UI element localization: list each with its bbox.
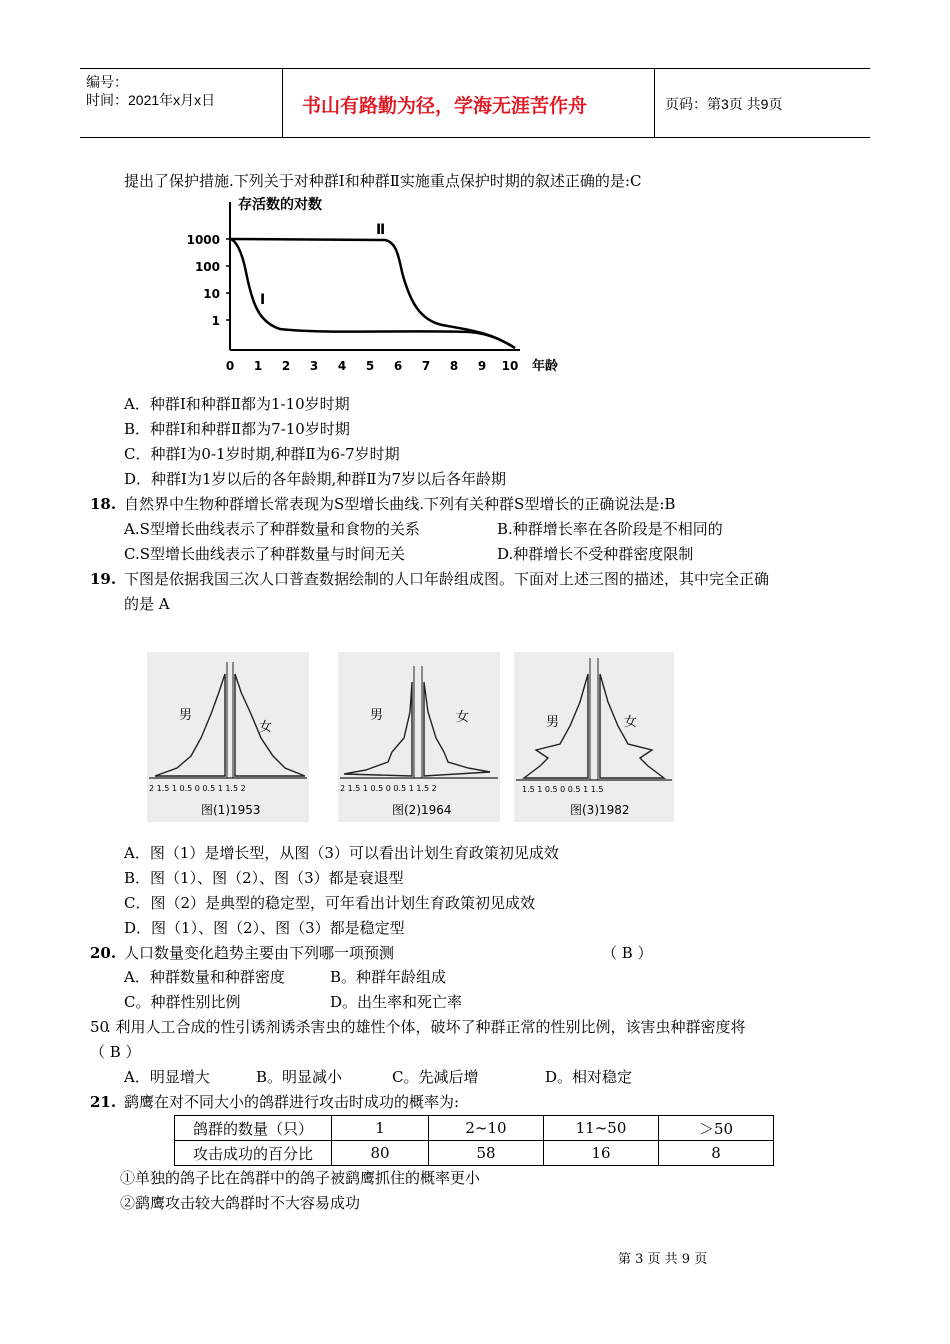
header-page-cell <box>655 69 870 137</box>
x-tick-label: 9 <box>477 359 487 373</box>
pyramid-1982-female: 女 <box>624 715 638 730</box>
q17-option-a: A．种群Ⅰ和种群Ⅱ都为1-10岁时期 <box>124 395 350 413</box>
q20-number: 20. <box>90 944 117 962</box>
pyramid-1982-caption: 图(3)1982 <box>570 803 630 817</box>
q19-option-b: B．图（1）、图（2）、图（3）都是衰退型 <box>124 869 404 887</box>
pyramid-1953-caption: 图(1)1953 <box>201 803 261 817</box>
x-tick-label: 3 <box>309 359 319 373</box>
y-tick-label: 1000 <box>186 233 220 247</box>
q20-option-d: D。出生率和死亡率 <box>330 993 463 1011</box>
pyramid-1982 <box>514 652 674 822</box>
x-axis-label: 年龄 <box>532 359 559 374</box>
table-cell: ＞50 <box>659 1116 774 1141</box>
q18-option-d: D.种群增长不受种群密度限制 <box>497 545 694 563</box>
q21-number: 21. <box>90 1093 117 1111</box>
svg-text:2 1.5 1 0.5 0 0.5 1: 2 1.5 1 0.5 0 0.5 1 1.5 2 <box>149 784 246 793</box>
q18-number: 18. <box>90 495 117 513</box>
svg-text:2 1.5 1 0.5 0 0.5 1: 2 1.5 1 0.5 0 0.5 1 1.5 2 <box>340 784 437 793</box>
table-cell: 16 <box>544 1141 659 1166</box>
chart-title: 存活数的对数 <box>238 197 322 213</box>
x-tick-label: 5 <box>365 359 375 373</box>
survival-chart <box>180 192 580 382</box>
table-cell: 11~50 <box>544 1116 659 1141</box>
pyramid-1953-female: 女 <box>259 720 273 735</box>
serial-label: 编号： <box>86 74 128 90</box>
q19-stem-line2: 的是 A <box>124 595 170 613</box>
pyramid-1953-male: 男 <box>179 708 193 723</box>
q50-option-b: B。明显减小 <box>256 1068 343 1086</box>
x-tick-label: 2 <box>281 359 291 373</box>
table-row <box>175 1141 774 1166</box>
pyramid-1982-male: 男 <box>546 715 560 730</box>
table-header-cell: 攻击成功的百分比 <box>175 1141 332 1166</box>
x-tick-label: 1 <box>253 359 263 373</box>
page-header <box>80 68 870 138</box>
q18-option-b: B.种群增长率在各阶段是不相同的 <box>497 520 723 538</box>
header-info-cell <box>80 69 283 137</box>
q20-stem: 人口数量变化趋势主要由下列哪一项预测 <box>124 944 395 962</box>
q20-option-a: A．种群数量和种群密度 <box>124 968 285 986</box>
x-tick-label: 0 <box>225 359 235 373</box>
y-tick-label: 1 <box>211 314 220 328</box>
q17-option-c: C．种群Ⅰ为0-1岁时期,种群Ⅱ为6-7岁时期 <box>124 445 400 463</box>
pigeon-attack-table <box>174 1115 774 1166</box>
table-cell: 58 <box>429 1141 544 1166</box>
q17-option-d: D．种群Ⅰ为1岁以后的各年龄期,种群Ⅱ为7岁以后各年龄期 <box>124 470 507 488</box>
q18-option-c: C.S型增长曲线表示了种群数量与时间无关 <box>124 545 405 563</box>
q19-option-d: D．图（1）、图（2）、图（3）都是稳定型 <box>124 919 405 937</box>
q18-stem: 自然界中生物种群增长常表现为S型增长曲线.下列有关种群S型增长的正确说法是:B <box>124 495 676 513</box>
q19-number: 19. <box>90 570 117 588</box>
motto: 书山有路勤为径，学海无涯苦作舟 <box>302 95 588 117</box>
x-tick-label: 7 <box>421 359 431 373</box>
x-tick-label: 6 <box>393 359 403 373</box>
q50-option-d: D。相对稳定 <box>545 1068 633 1086</box>
header-motto-cell <box>282 69 655 137</box>
page-info: 页码：第3页 共9页 <box>665 96 783 112</box>
q19-stem-line1: 下图是依据我国三次人口普查数据绘制的人口年龄组成图。下面对上述三图的描述，其中完全正确 <box>124 570 770 588</box>
pyramid-1964-male: 男 <box>370 708 384 723</box>
pyramid-1964 <box>338 652 500 822</box>
q21-stem: 鹞鹰在对不同大小的鸽群进行攻击时成功的概率为: <box>124 1093 460 1111</box>
x-tick-label: 8 <box>449 359 459 373</box>
q19-option-a: A．图（1）是增长型，从图（3）可以看出计划生育政策初见成效 <box>124 844 559 862</box>
q21-statement-2: ②鹞鹰攻击较大鸽群时不大容易成功 <box>120 1194 361 1212</box>
pyramid-1964-caption: 图(2)1964 <box>392 803 452 817</box>
curve-i <box>230 239 515 348</box>
table-cell: 2~10 <box>429 1116 544 1141</box>
q50-option-c: C。先减后增 <box>392 1068 479 1086</box>
table-cell: 80 <box>332 1141 429 1166</box>
page-footer: 第 3 页 共 9 页 <box>618 1252 708 1267</box>
intro-line: 提出了保护措施.下列关于对种群Ⅰ和种群Ⅱ实施重点保护时期的叙述正确的是:C <box>124 172 642 190</box>
q17-option-b: B．种群Ⅰ和种群Ⅱ都为7-10岁时期 <box>124 420 350 438</box>
time-label: 时间：2021年x月x日 <box>86 92 216 108</box>
curve-ii-label: Ⅱ <box>376 222 386 238</box>
pyramid-1964-female: 女 <box>456 710 470 725</box>
table-cell: 8 <box>659 1141 774 1166</box>
x-tick-label: 10 <box>501 359 519 373</box>
q20-option-b: B。种群年龄组成 <box>330 968 447 986</box>
q50-answer: （ B ） <box>90 1043 141 1061</box>
q50-number: 50 <box>90 1018 110 1036</box>
q19-option-c: C．图（2）是典型的稳定型，可年看出计划生育政策初见成效 <box>124 894 536 912</box>
curve-i-label: Ⅰ <box>260 292 266 308</box>
table-row <box>175 1116 774 1141</box>
table-header-cell: 鸽群的数量（只） <box>175 1116 332 1141</box>
q21-statement-1: ①单独的鸽子比在鸽群中的鸽子被鹞鹰抓住的概率更小 <box>120 1169 481 1187</box>
q50-option-a: A．明显增大 <box>124 1068 210 1086</box>
table-cell: 1 <box>332 1116 429 1141</box>
y-tick-label: 10 <box>203 287 220 301</box>
svg-text:1.5 1 0.5 0 0.5 1 1.: 1.5 1 0.5 0 0.5 1 1.5 <box>522 785 604 794</box>
q20-answer: （ B ） <box>602 944 653 962</box>
q18-option-a: A.S型增长曲线表示了种群数量和食物的关系 <box>124 520 420 538</box>
q50-stem: . 利用人工合成的性引诱剂诱杀害虫的雄性个体，破坏了种群正常的性别比例，该害虫种群密度将 <box>106 1018 746 1036</box>
y-tick-label: 100 <box>194 260 220 274</box>
pyramid-1953 <box>147 652 309 822</box>
x-tick-label: 4 <box>337 359 347 373</box>
q20-option-c: C。种群性别比例 <box>124 993 241 1011</box>
